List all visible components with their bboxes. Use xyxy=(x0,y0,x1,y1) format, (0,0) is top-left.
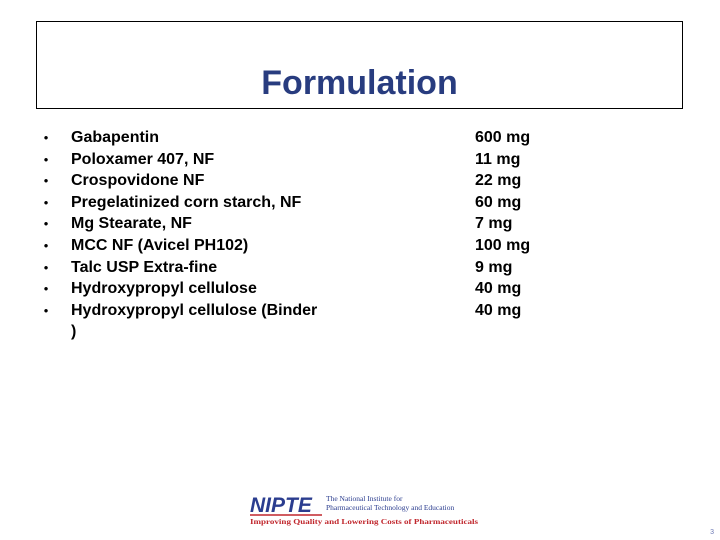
logo-line1: The National Institute for xyxy=(326,494,403,503)
list-item xyxy=(40,235,460,257)
ingredient-name: Hydroxypropyl cellulose xyxy=(71,280,257,298)
ingredient-list xyxy=(40,127,460,343)
quantity-value: 11 mg xyxy=(475,150,521,168)
bullet-icon: • xyxy=(43,216,49,232)
bullet-icon: • xyxy=(43,173,49,189)
list-item xyxy=(40,170,460,192)
page-number: 3 xyxy=(710,529,714,536)
bullet-icon: • xyxy=(43,237,49,253)
bullet-icon: • xyxy=(43,194,49,210)
ingredient-name: Gabapentin xyxy=(71,129,160,146)
ingredient-name: Crospovidone NF xyxy=(71,172,205,190)
bullet-icon: • xyxy=(43,259,49,275)
bullet-icon: • xyxy=(43,302,49,318)
logo-wordmark: NIPTE xyxy=(250,494,312,517)
logo-tagline: Improving Quality and Lowering Costs of Pharmaceuticals xyxy=(250,517,478,526)
quantity-value: 600 mg xyxy=(475,129,531,146)
quantity-value: 22 mg xyxy=(475,172,522,190)
list-item xyxy=(40,127,460,149)
ingredient-name: Mg Stearate, NF xyxy=(71,215,192,233)
ingredient-name: Hydroxypropyl cellulose (Binder ) xyxy=(71,301,318,341)
slide-title: Formulation xyxy=(261,64,458,102)
ingredient-name: Talc USP Extra-fine xyxy=(71,258,218,276)
list-item xyxy=(40,149,460,171)
ingredient-name: MCC NF (Avicel PH102) xyxy=(71,236,249,254)
ingredient-name: Poloxamer 407, NF xyxy=(71,150,215,168)
list-item xyxy=(40,192,460,214)
quantity-value: 9 mg xyxy=(475,258,513,276)
quantity-value: 40 mg xyxy=(475,301,522,319)
nipte-logo xyxy=(250,493,480,527)
bullet-icon: • xyxy=(43,130,49,145)
list-item xyxy=(40,213,460,235)
bullet-icon: • xyxy=(43,281,49,297)
ingredient-name: Pregelatinized corn starch, NF xyxy=(71,193,302,211)
list-item xyxy=(40,257,460,279)
list-item xyxy=(40,278,460,300)
quantity-value: 7 mg xyxy=(475,215,513,233)
title-box xyxy=(36,21,683,109)
quantity-value: 60 mg xyxy=(475,193,522,211)
quantity-list xyxy=(475,127,530,321)
quantity-value: 40 mg xyxy=(475,280,522,298)
quantity-value: 100 mg xyxy=(475,236,531,254)
logo-line2: Pharmaceutical Technology and Education xyxy=(326,503,455,512)
list-item xyxy=(40,300,321,343)
bullet-icon: • xyxy=(43,151,49,167)
